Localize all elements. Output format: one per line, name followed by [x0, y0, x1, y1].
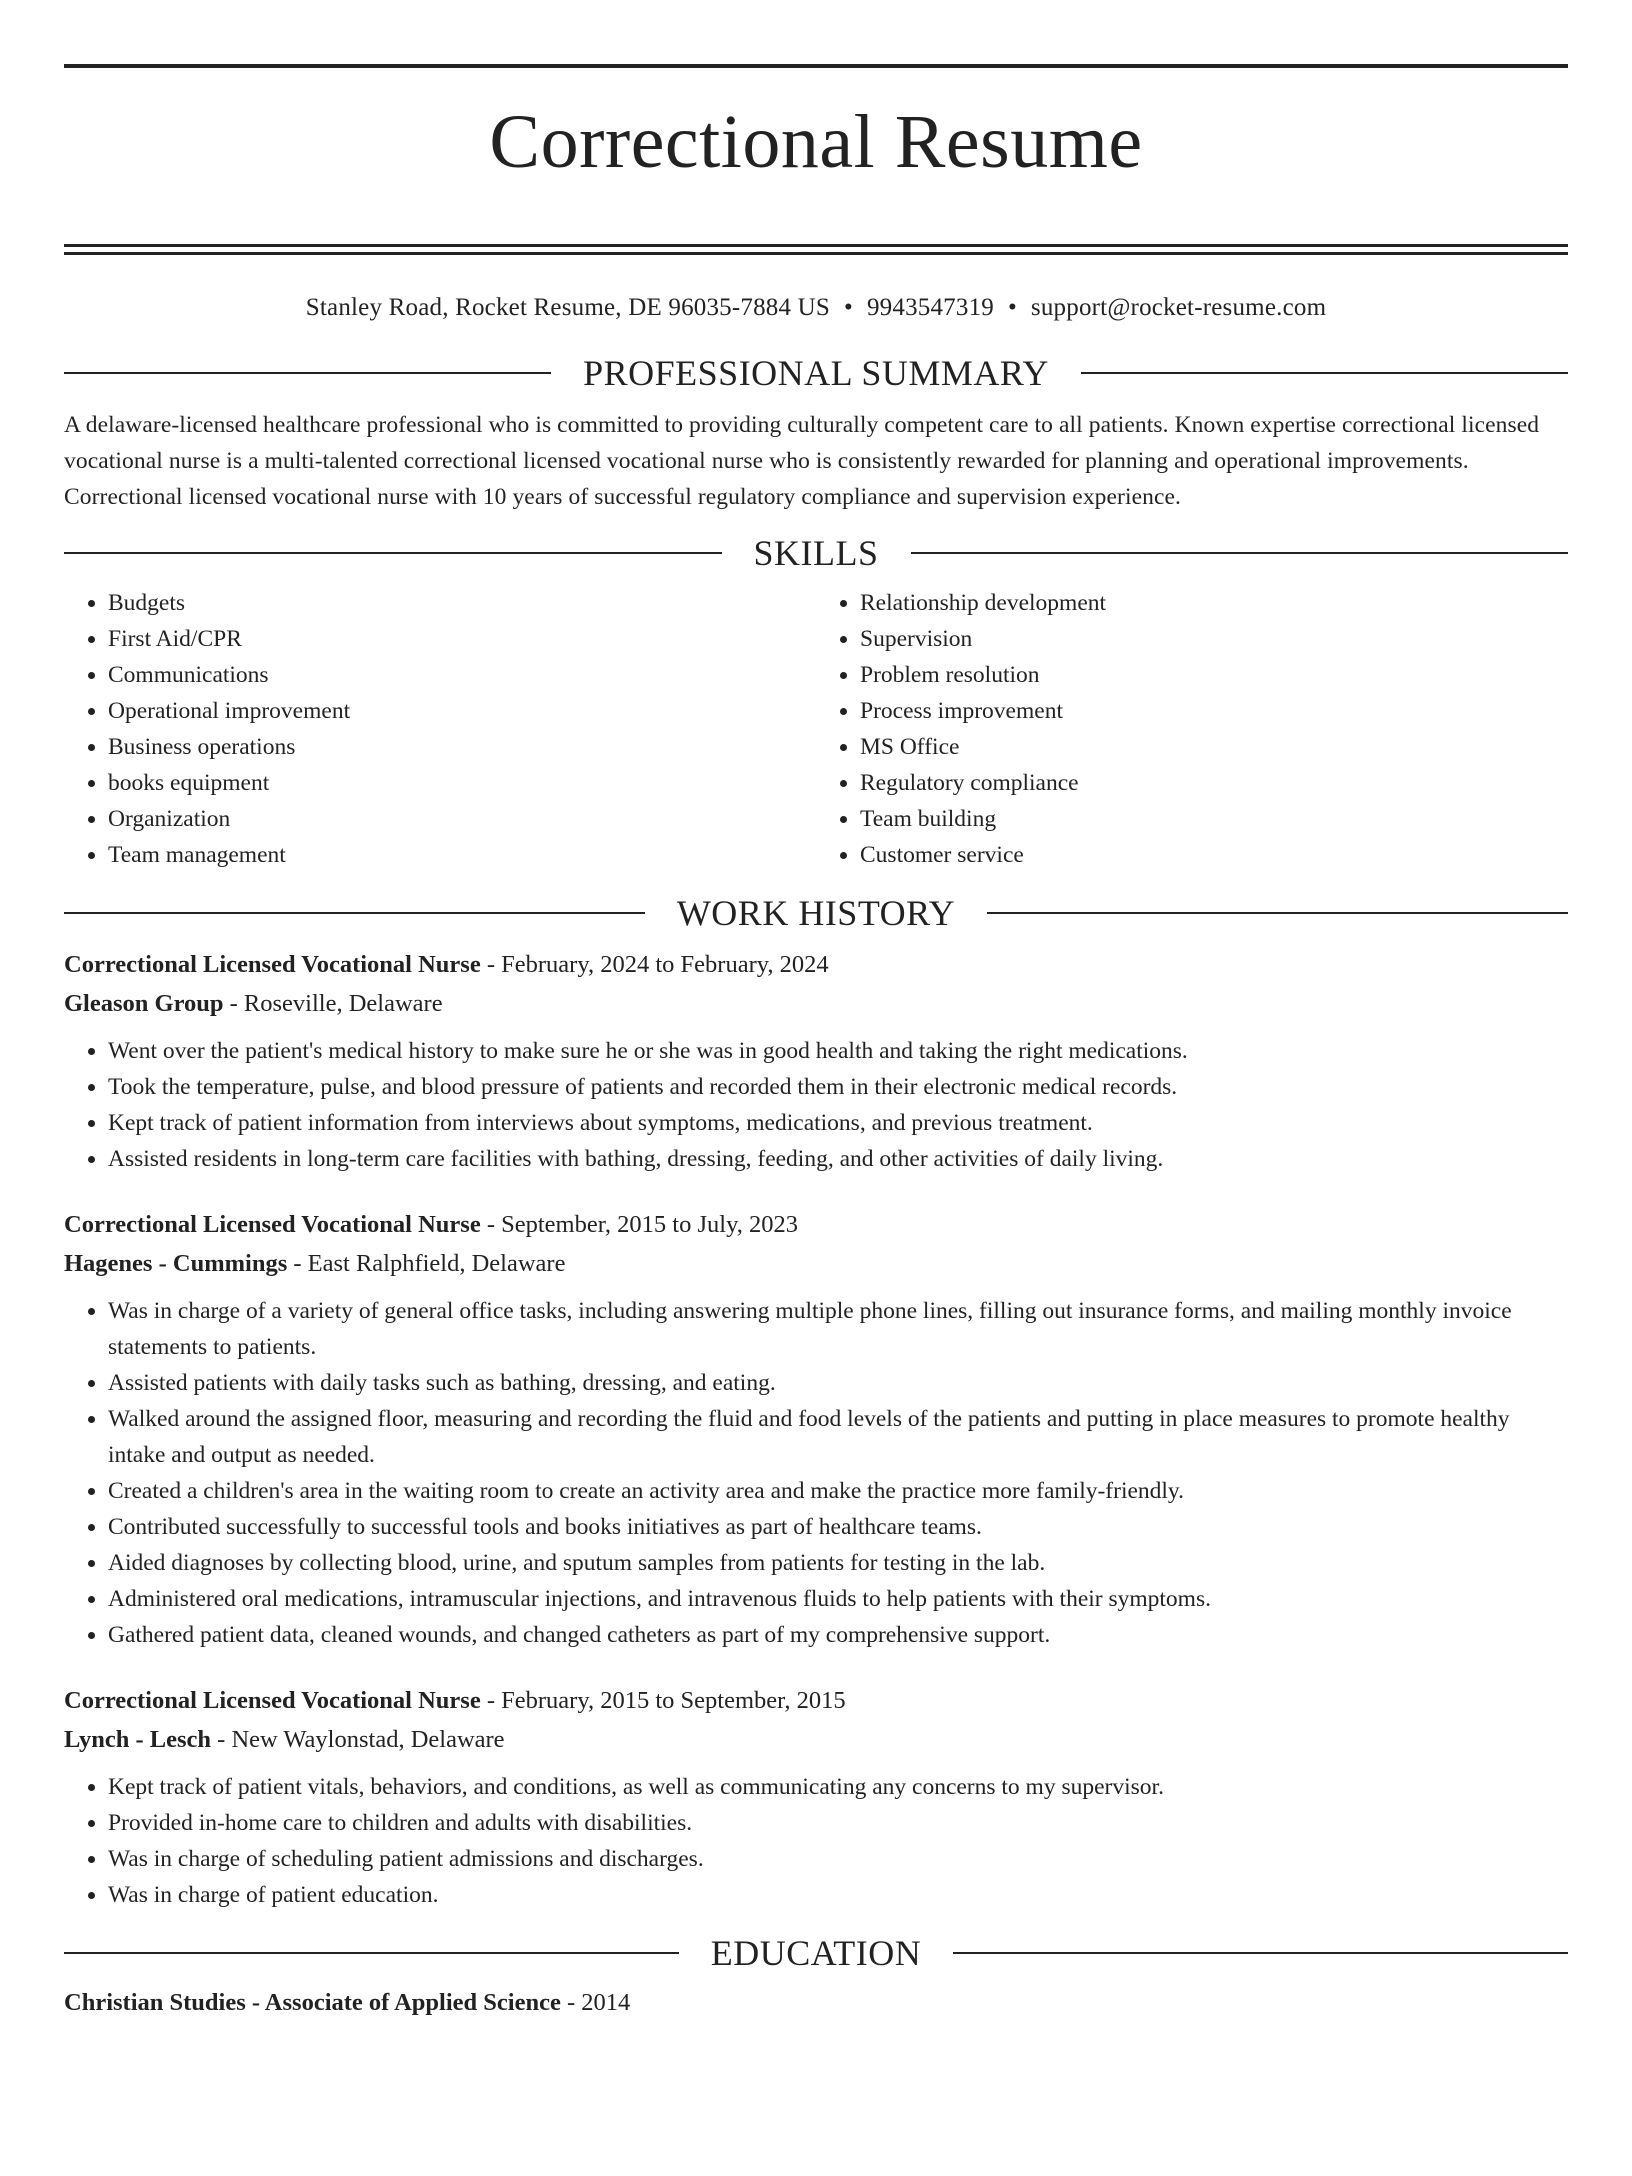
job-bullet: • Gathered patient data, cleaned wounds, and changed catheters as part of my comprehensive support.	[108, 1617, 1568, 1653]
job-bullet: • Was in charge of scheduling patient admissions and discharges.	[108, 1841, 1568, 1877]
education-degree: Christian Studies - Associate of Applied Science	[64, 1989, 561, 2016]
job-location: - New Waylonstad, Delaware	[211, 1726, 505, 1753]
job-title-line	[64, 1681, 1568, 1720]
job-bullet: • Provided in-home care to children and adults with disabilities.	[108, 1805, 1568, 1841]
section-title-skills: SKILLS	[753, 533, 879, 573]
section-title-summary: PROFESSIONAL SUMMARY	[583, 353, 1049, 393]
job-title-line	[64, 1205, 1568, 1244]
contact-separator: •	[1007, 294, 1017, 321]
section-header-summary	[64, 355, 1568, 391]
job-title-line	[64, 945, 1568, 984]
skill-item: • Budgets	[108, 585, 816, 621]
skill-item: • Problem resolution	[860, 657, 1568, 693]
contact-separator: •	[844, 294, 853, 321]
top-divider	[64, 64, 1568, 68]
section-header-education	[64, 1935, 1568, 1971]
skill-item: • Team management	[108, 837, 816, 873]
job-dates: - February, 2024 to February, 2024	[480, 951, 829, 978]
section-rule	[64, 552, 722, 554]
resume-page	[0, 64, 1632, 2176]
skill-item: • First Aid/CPR	[108, 621, 816, 657]
job-bullet: • Went over the patient's medical history to make sure he or she was in good health and taking the right medications.	[108, 1033, 1568, 1069]
skill-item: • books equipment	[108, 765, 816, 801]
skills-list	[64, 585, 1568, 873]
section-title-education: EDUCATION	[710, 1933, 922, 1973]
skills-column-left	[64, 585, 816, 873]
contact-line	[64, 291, 1568, 325]
section-rule	[64, 1952, 679, 1954]
job-company: Gleason Group	[64, 990, 224, 1017]
job-entry	[64, 1205, 1568, 1653]
section-header-skills	[64, 535, 1568, 571]
contact-address: Stanley Road, Rocket Resume, DE 96035-7884 US	[305, 294, 831, 321]
job-bullet: • Took the temperature, pulse, and blood pressure of patients and recorded them in their electronic medical records.	[108, 1069, 1568, 1105]
job-bullet: • Kept track of patient vitals, behaviors, and conditions, as well as communicating any concerns to my supervisor.	[108, 1769, 1568, 1805]
section-rule	[1081, 372, 1568, 374]
skill-item: • Supervision	[860, 621, 1568, 657]
skill-item: • Team building	[860, 801, 1568, 837]
job-company-line	[64, 1720, 1568, 1759]
section-title-work: WORK HISTORY	[676, 893, 956, 933]
skill-item: • Operational improvement	[108, 693, 816, 729]
job-dates: - February, 2015 to September, 2015	[480, 1687, 846, 1714]
skills-column-right	[816, 585, 1568, 873]
job-bullet: • Aided diagnoses by collecting blood, urine, and sputum samples from patients for testing in the lab.	[108, 1545, 1568, 1581]
education-entry	[64, 1983, 1568, 2022]
job-company-line	[64, 984, 1568, 1023]
title-double-divider	[64, 244, 1568, 255]
contact-email: support@rocket-resume.com	[1030, 294, 1327, 321]
job-bullets	[64, 1033, 1568, 1177]
section-rule	[911, 552, 1569, 554]
job-bullet: • Administered oral medications, intramuscular injections, and intravenous fluids to help patients with their symptoms.	[108, 1581, 1568, 1617]
job-bullet: • Contributed successfully to successful tools and books initiatives as part of healthcare teams.	[108, 1509, 1568, 1545]
job-bullet: • Created a children's area in the waiting room to create an activity area and make the practice more family-friendly.	[108, 1473, 1568, 1509]
job-title: Correctional Licensed Vocational Nurse	[64, 951, 481, 978]
education-year: - 2014	[560, 1989, 631, 2016]
job-entry	[64, 945, 1568, 1177]
page-title: Correctional Resume	[489, 100, 1143, 184]
skill-item: • Process improvement	[860, 693, 1568, 729]
job-location: - Roseville, Delaware	[223, 990, 443, 1017]
job-bullet: • Was in charge of patient education.	[108, 1877, 1568, 1913]
contact-phone: 9943547319	[866, 294, 994, 321]
summary-text: A delaware-licensed healthcare professional who is committed to providing culturally competent care to all patients. Known expertise correctional licensed vocational nurse is a multi-talented correctional licensed vocational nurse who is consistently rewarded for planning and operational improvements. Correctional licensed vocational nurse with 10 years of successful regulatory compliance and supervision experience.	[64, 412, 1540, 510]
section-rule	[987, 912, 1568, 914]
job-company-line	[64, 1244, 1568, 1283]
job-bullet: • Assisted patients with daily tasks such as bathing, dressing, and eating.	[108, 1365, 1568, 1401]
job-title: Correctional Licensed Vocational Nurse	[64, 1211, 481, 1238]
job-bullet: • Kept track of patient information from interviews about symptoms, medications, and previous treatment.	[108, 1105, 1568, 1141]
section-rule	[64, 912, 645, 914]
job-bullet: • Assisted residents in long-term care facilities with bathing, dressing, feeding, and other activities of daily living.	[108, 1141, 1568, 1177]
skill-item: • MS Office	[860, 729, 1568, 765]
skill-item: • Organization	[108, 801, 816, 837]
section-header-work	[64, 895, 1568, 931]
job-company: Lynch - Lesch	[64, 1726, 212, 1753]
job-entry	[64, 1681, 1568, 1913]
job-company: Hagenes - Cummings	[64, 1250, 288, 1277]
job-bullet: • Walked around the assigned floor, measuring and recording the fluid and food levels of the patients and putting in place measures to promote healthy intake and output as needed.	[108, 1401, 1568, 1473]
skill-item: • Regulatory compliance	[860, 765, 1568, 801]
skill-item: • Relationship development	[860, 585, 1568, 621]
section-rule	[64, 372, 551, 374]
skill-item: • Customer service	[860, 837, 1568, 873]
job-location: - East Ralphfield, Delaware	[287, 1250, 566, 1277]
job-bullets	[64, 1769, 1568, 1913]
skill-item: • Communications	[108, 657, 816, 693]
job-title: Correctional Licensed Vocational Nurse	[64, 1687, 481, 1714]
job-dates: - September, 2015 to July, 2023	[480, 1211, 798, 1238]
section-rule	[953, 1952, 1568, 1954]
skill-item: • Business operations	[108, 729, 816, 765]
job-bullets	[64, 1293, 1568, 1653]
job-bullet: • Was in charge of a variety of general office tasks, including answering multiple phone lines, filling out insurance forms, and mailing monthly invoice statements to patients.	[108, 1293, 1568, 1365]
